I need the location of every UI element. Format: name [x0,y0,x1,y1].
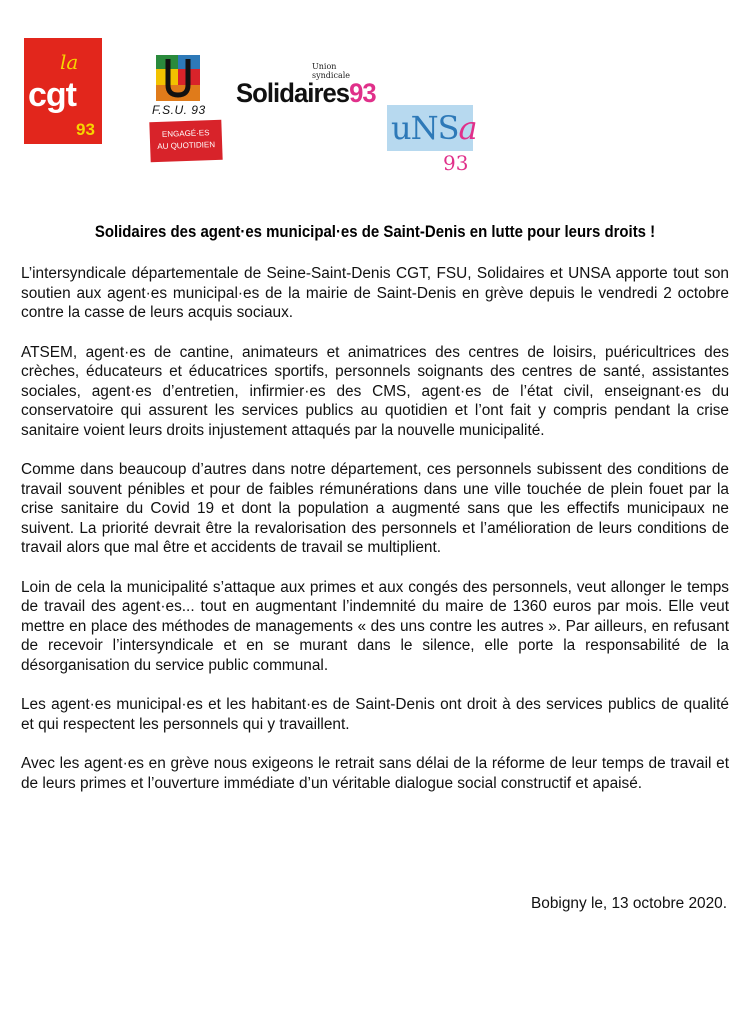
solidaires-logo-word [236,78,376,109]
solidaires-logo-number: 93 [349,78,376,108]
unsa-logo [385,95,475,180]
cgt-logo-name: cgt [28,76,76,114]
fsu-logo [150,55,225,170]
paragraph-1: L’intersyndicale départementale de Seine-Saint-Denis CGT, FSU, Solidaires et UNSA apporte tout son soutien aux agent·es municipal·es de la mairie de Saint-Denis en grève depuis le vendredi 2 octobre contre la casse de leurs acquis sociaux. [21,265,729,321]
paragraph-6: Avec les agent·es en grève nous exigeons le retrait sans délai de la réforme de leur temps de travail et de leurs primes et l’ouverture immédiate d’un véritable dialogue social constructif et apaisé. [21,755,729,792]
cgt-logo [24,38,102,144]
solidaires-logo-name: Solidaires [236,78,350,108]
logo-bar [0,0,750,200]
fsu-logo-tagline: ENGAGÉ·ES AU QUOTIDIEN [149,120,222,162]
cgt-logo-number: 93 [76,120,95,139]
paragraph-2: ATSEM, agent·es de cantine, animateurs et animatrices des centres de loisirs, puéricultrices des crèches, éducateurs et éducatrices sportifs, personnels soignants des centres de santé, assistantes sociales, agent·es d’entretien, infirmier·es des CMS, agent·es de l’état civil, enseignant·es du conservatoire qui assurent les services publics au quotidien et l’ont fait y compris pendant la crise sanitaire voient leurs droits injustement attaqués par la nouvelle municipalité. [21,343,729,439]
solidaires-logo [236,62,376,122]
paragraph-5: Les agent·es municipal·es et les habitant·es de Saint-Denis ont droit à des services publics de qualité et qui respectent les personnels qui y travaillent. [21,696,729,733]
unsa-logo-name: uNS [391,109,459,147]
solidaires-logo-union: Union syndicale [312,62,350,80]
paragraph-4: Loin de cela la municipalité s’attaque aux primes et aux congés des personnels, veut allonger le temps de travail des agent·es... tout en augmentant l’indemnité du maire de 1360 euros par mois. Elle veut mettre en place des méthodes de managements « des uns contre les autres ». Par ailleurs, en refusant de recevoir l’intersyndicale et en se murant dans le silence, elle porte la responsabilité de la désorganisation du service public communal. [21,578,729,674]
unsa-logo-a: a [458,109,477,147]
fsu-logo-name: F.S.U. 93 [152,103,206,117]
unsa-logo-number: 93 [443,151,469,175]
fsu-u-icon [156,55,200,101]
paragraph-3: Comme dans beaucoup d’autres dans notre département, ces personnels subissent des conditions de travail souvent pénibles et pour de faibles rémunérations dans une ville touchée de plein fouet par la crise sanitaire du Covid 19 et dont la population a augmenté sans que les effectifs municipaux ne suivent. La priorité devrait être la revalorisation des personnels et l’amélioration de leurs conditions de travail alors que mal être et accidents de travail se multiplient. [21,461,729,556]
document-body [21,264,729,813]
unsa-logo-word [391,109,477,147]
signature-date: Bobigny le, 13 octobre 2020. [531,895,727,912]
cgt-logo-la: la [60,50,79,74]
document-title: Solidaires des agent·es municipal·es de Saint-Denis en lutte pour leurs droits ! [94,222,656,241]
